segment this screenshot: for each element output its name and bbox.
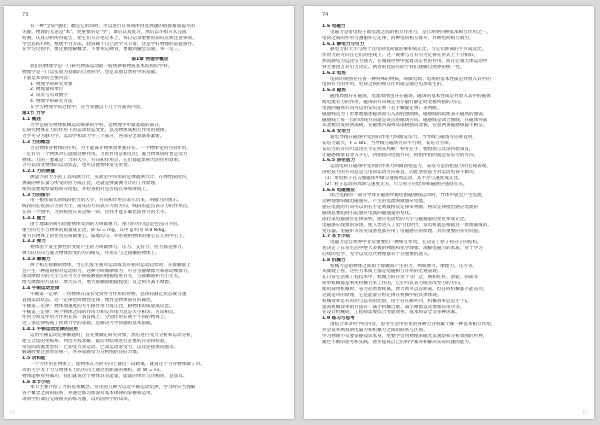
text-line: 磁体周围存在磁场，电流周围也存在磁场。磁场的基本性质是对放入其中的磁体 bbox=[330, 94, 491, 100]
text-line: 弹簧的伸长量与所受的拉力成正比，这就是弹簧测力计的工作原理。 bbox=[22, 180, 160, 186]
section-heading: 1.6 电磁力 bbox=[322, 24, 346, 29]
text-line: 机械效率是有用功与总功的比值，由于存在额外功，机械效率总是小于1。 bbox=[322, 298, 472, 304]
section-heading: 1.5 功和能 bbox=[22, 356, 46, 362]
text-line: 关键。物理的无论是"本"，更重要的是"学"，课后认真复习，然后以小组方式完成 bbox=[22, 29, 187, 35]
text-line: 磁感线上每一点的切线方向就是该点的磁场方向。磁感线是闭合曲线，在磁体外部 bbox=[322, 117, 488, 123]
section-heading: 1.6.5 洛伦兹力 bbox=[322, 158, 356, 164]
page-number: 73 bbox=[22, 12, 29, 18]
text-line: 这三条定律构成了经典力学的基础，是解决力学问题的基本依据。 bbox=[22, 321, 156, 327]
text-line: 闭合电路的一部分导体在磁场中做切割磁感线运动时，导体中就会产生电流， bbox=[330, 193, 487, 199]
text-line: 磁场总要阻碍引起感应电流的磁通量的变化。 bbox=[322, 211, 414, 216]
text-line: 运动电荷在磁场中受到的作用力叫做洛伦兹力，安培力是洛伦兹力的宏观表现。 bbox=[330, 164, 491, 170]
text-line: 在学习物理学的过程中，应当掌握以下几个方面的内容。 bbox=[30, 104, 145, 110]
text-line: 检测，认真分析所得报告，把它们写在笔记本上，每日记录重要的知识点和注意事项。 bbox=[22, 35, 197, 41]
text-line: 物理学是一门以实验为基础的自然科学，也是其他自然科学的基础。 bbox=[22, 69, 160, 75]
text-line: 安培力的方向可以用左手定则来判断：伸开左手，使拇指与其余四指垂直， bbox=[322, 146, 474, 152]
section-heading: 1.1 概述 bbox=[22, 116, 41, 122]
chapter-heading: 第1章 物理学概论 bbox=[131, 57, 169, 63]
page-number: 74 bbox=[322, 12, 329, 18]
text-line: 变压器、电磁炉等常见设备也都应用了电磁感应的原理，具有重要的实用价值。 bbox=[322, 228, 483, 234]
text-line: 请结合本章所学的内容，思考生活中常见的各种力分别属于哪一种基本相互作用， bbox=[330, 322, 496, 328]
text-line: 静电力的大小与两个点电荷电荷量的乘积成正比，与它们距离的平方成反比， bbox=[330, 47, 487, 53]
text-line: 从北极出发回到南极，在磁体内部则从南极指向北极，任意两条磁感线都不相交。 bbox=[322, 123, 488, 129]
text-line: 我们的物理学是一门研究物质运动最一般规律和物质基本结构的学科。 bbox=[30, 64, 173, 70]
text-line: 洛伦兹力的方向总是与电荷运动方向垂直，因此洛伦兹力对运动电荷不做功。 bbox=[322, 170, 479, 176]
section-heading: 1.3.1 重力 bbox=[22, 216, 46, 221]
text-line: 建立合适的坐标系，列出方程求解，最后对结果进行必要的讨论和检验。 bbox=[22, 338, 170, 344]
text-line: 力是物体对物体的作用，力不能离开物体而单独存在。一个物体受到力的作用， bbox=[30, 145, 191, 151]
text-line: 电荷的周围存在着一种特殊的物质，叫做电场。电场的基本性质是对放入其中的 bbox=[330, 76, 491, 82]
section-heading: 1.7 本节小结 bbox=[322, 234, 351, 240]
text-line: 会产生一种阻碍相对运动的力，这种力叫做摩擦力，可分为静摩擦力和滑动摩擦力。 bbox=[22, 268, 192, 274]
text-line: 电流的磁场方向可以用安培定则（右手螺旋定则）来判断。 bbox=[322, 105, 442, 111]
text-line: 有一种"全局"强化：翻完它的同时，可以进行在每项所得选择题的链接素质提升的 bbox=[30, 24, 196, 29]
text-line: 学会总结归纳、整理学习方法，找到属于自己的学习节奏，这是学好物理的前提条件。 bbox=[22, 41, 197, 47]
text-line: 各个概念之间的联系，并通过练习加深对基本规律的掌握和运用。 bbox=[22, 391, 156, 397]
section-heading: 1.2 力的概念 bbox=[22, 140, 51, 146]
page-corner-icon: ▷ bbox=[583, 408, 588, 415]
text-line: 作用力的方向在它们的连线上。这一规律与万有引力定律在形式上十分相似。 bbox=[322, 53, 479, 59]
section-heading: 1.3.3 摩擦力 bbox=[22, 256, 51, 262]
text-line: 本节主要介绍了力的基本概念、常见的几种力以及牛顿运动定律，学习时应当理解 bbox=[30, 385, 196, 391]
text-line: 牛顿第一定律：一切物体在没有受到外力作用的时候，总保持静止状态或匀速 bbox=[30, 291, 187, 297]
text-line: 电荷有力的作用，电荷之间的相互作用就是通过电场发生的。 bbox=[322, 82, 447, 88]
text-line: 后续的电学、光学以及近代物理都有十分重要的意义。 bbox=[322, 251, 433, 257]
text-line: 这就是功的原理，它是能量守恒定律在机械中的具体体现。 bbox=[322, 292, 442, 298]
text-line: 在设计机械时，工程师需要综合考虑效率、成本和安全等多种因素。 bbox=[322, 310, 460, 316]
left-page bbox=[4, 6, 294, 419]
text-line: 弹力的方向与施力物体形变的方向相反，作用在与之接触的物体上。 bbox=[22, 251, 160, 257]
text-line: 它研究物体在力的作用下的运动状态变化，以及物体间相互作用的规律。 bbox=[22, 128, 170, 134]
text-line: 磁感线是为了形象地描述磁场而引入的假想曲线，磁感线的疏密表示磁场的强弱， bbox=[322, 111, 488, 117]
text-line: 测量力的大小的工具叫测力计，实验室中常用的是弹簧测力计。在弹性限度内， bbox=[30, 175, 191, 181]
text-line: 也决定了日常生活中绝大多数的物理和化学现象。理解电磁力的本质，对于学习 bbox=[322, 246, 483, 252]
text-line: 力学是研究物体机械运动规律的学科，是物理学中最基础的部分。 bbox=[30, 122, 164, 128]
text-line: 使用简单机械时，省力必然费距离，费力则可以省距离，但任何机械都不能省功。 bbox=[322, 286, 488, 292]
text-line: 学习物理不仅要掌握知识本身，更要学会用物理的眼光去观察和分析周围的世界， bbox=[322, 333, 488, 339]
text-line: 滑动摩擦力的大小与压力大小和接触面的粗糙程度有关，与接触面积大小无关。 bbox=[22, 274, 183, 280]
text-line: 由于地球的吸引而使物体受到的力叫做重力。重力的方向总是竖直向下的。 bbox=[30, 221, 182, 227]
text-line: 并尝试举例说明电磁力和机械力之间的联系与区别。 bbox=[322, 327, 428, 333]
section-heading: 1.8 机械力 bbox=[322, 257, 346, 263]
text-line: 安培力最大，F = BIL；当导线与磁场方向平行时，安培力为零。 bbox=[322, 140, 454, 146]
page-text bbox=[322, 24, 578, 345]
text-line: 电磁力是带电粒子或电流之间的相互作用力，是自然界四种基本相互作用之一。 bbox=[330, 29, 491, 35]
section-heading: 1.2.1 力的测量 bbox=[22, 169, 56, 175]
text-line: 感应电流的方向可以用右手定则或楞次定律来判断，楞次定律指出感应电流的 bbox=[322, 205, 479, 211]
text-line: 在同一个图中，力的标度应该是统一的，这样才能正确比较各力的大小。 bbox=[22, 210, 170, 216]
text-line: 物体由于发生弹性形变而产生的力叫做弹力。压力、支持力、拉力都是弹力。 bbox=[30, 245, 187, 251]
text-line: 作用力和反作用力作用在同一条直线上，分别作用在两个不同的物体上。 bbox=[22, 315, 170, 321]
text-line: 1. 物理学的研究对象 bbox=[30, 81, 73, 87]
text-line: 让磁感线垂直穿入手心，四指指向电流方向，拇指所指的就是安培力的方向。 bbox=[322, 152, 479, 158]
section-heading: 1.6 本节小结 bbox=[22, 379, 51, 385]
text-line: 3. 误差与有效数字 bbox=[30, 93, 69, 99]
text-line: （2）粒子运动的周期与速度无关，只与粒子的比荷和磁感应强度有关。 bbox=[322, 181, 468, 187]
text-line: 在日常生活和工程技术中，机械力的应用十分广泛，例如杠杆、滑轮、斜面等 bbox=[322, 275, 479, 281]
text-line: 力可以改变物体的运动状态，也可以使物体发生形变。 bbox=[22, 163, 133, 169]
text-line bbox=[22, 53, 278, 56]
text-line: 常见的问题类型有：已知受力求运动，已知运动求受力，以及连接体问题等。 bbox=[22, 344, 179, 350]
text-line: 牛顿第二定律：物体加速度的大小跟作用力成正比，跟物体的质量成反比。 bbox=[22, 303, 174, 309]
section-heading: 1.6.6 电磁感应 bbox=[322, 187, 356, 193]
text-line: 简单机械都是利用机械力来工作的，它们可以省力或者改变力的方向。 bbox=[322, 281, 465, 287]
text-line: 通电导线在磁场中受到的作用力叫做安培力。当导线与磁场方向垂直时， bbox=[330, 135, 478, 141]
text-line: 请同学们课后完成相关的练习题，以巩固所学的知识。 bbox=[22, 397, 133, 403]
text-line: 从微观上看，这些力本质上都是电磁相互作用的宏观表现。 bbox=[322, 269, 442, 275]
text-line: 机械力是指物体之间由于接触而产生的力，例如弹力、摩擦力、压力等。 bbox=[330, 263, 478, 269]
text-line: 法拉第电磁感应定律表明，感应电动势的大小与磁通量的变化率成正比。 bbox=[322, 216, 470, 222]
text-line: （1）带电粒子在匀强磁场中做匀速圆周运动，其半径与速度成正比。 bbox=[322, 175, 463, 181]
section-heading: 1.6.1 静电力与引力 bbox=[322, 41, 365, 47]
text-line: 使用前要观察量程和分度值，并检查指针是否指在零刻度线上。 bbox=[22, 186, 151, 192]
section-heading: 1.4.1 牛顿运动定律的应用 bbox=[22, 327, 79, 333]
text-line: 线段的长短表示力的大小，箭头的方向表示力的方向，线段的起点表示力的作用点。 bbox=[22, 204, 192, 210]
section-heading: 1.3 力的图示 bbox=[22, 192, 51, 198]
text-line: 直线运动状态。这一定律也叫惯性定律，惯性是物体固有的属性。 bbox=[22, 297, 156, 303]
text-line: 在学习过程中，要注重理解概念，不要死记硬背，要做到融会贯通、举一反三。 bbox=[22, 47, 183, 53]
page-text bbox=[22, 24, 278, 403]
text-line: 一个力作用在物体上，使物体在力的方向上通过一段距离，就说这个力对物体做了功。 bbox=[30, 362, 205, 368]
section-heading: 1.4 牛顿运动定律 bbox=[22, 286, 60, 292]
text-line: 增大摩擦的方法有：增大压力、增大接触面粗糙程度；反之则可减小摩擦。 bbox=[22, 280, 174, 286]
text-line: 则主要由万有引力决定。两者的比较有助于我们理解自然界的统一性。 bbox=[322, 64, 465, 70]
text-line: 这种现象叫做电磁感应，产生的电流叫做感应电流。 bbox=[322, 199, 428, 205]
text-line: 电荷之间的作用力遵循库仑定律，同种电荷相互排斥，异种电荷相互吸引。 bbox=[322, 35, 474, 41]
page-corner-icon: ◁ bbox=[10, 408, 15, 415]
text-line: 功的大小等于力与物体在力的方向上通过的距离的乘积，即 W = Fs。 bbox=[22, 367, 164, 373]
text-line: 然而静电力远比引力强大，在微观世界中起着决定性的作用，而在宏观天体运动中 bbox=[322, 59, 488, 65]
section-heading: 第1节 力学 bbox=[22, 110, 46, 116]
text-line: 物体能够对外做功，我们就说这个物体具有能量，能量的单位与功相同，是焦耳。 bbox=[22, 373, 188, 379]
section-heading: 1.3.2 弹力 bbox=[22, 239, 46, 245]
text-line: 2. 物理量和单位 bbox=[30, 87, 64, 93]
right-page bbox=[304, 6, 594, 419]
text-line: 一定有另一个物体对它施加这种作用。力的作用是相互的，施力物体同时也是受力 bbox=[22, 151, 188, 157]
text-line: 力学可分为静力学、运动学和动力学三个部分，各部分之间联系紧密。 bbox=[22, 134, 165, 140]
text-line: 两个相互接触的物体，当它们发生相对运动或具有相对运动趋势时，在接触面上 bbox=[30, 262, 191, 268]
text-line: 通过不断的思考和实践，逐步提高自己的科学素养和解决实际问题的能力。 bbox=[322, 339, 474, 345]
section-heading: 1.6.4 安培力 bbox=[322, 129, 351, 135]
text-line: 解题时要注意单位统一，并养成画受力分析图的良好习惯。 bbox=[22, 350, 142, 356]
section-heading: 1.6.2 电场 bbox=[322, 70, 346, 76]
text-line: 重力在物体上的作用点叫做重心，质地均匀、外形规则物体的重心在几何中心上。 bbox=[22, 233, 188, 239]
text-line: 电磁力是自然界中非常重要的一种相互作用，它决定了原子和分子的结构， bbox=[330, 240, 482, 246]
text-line: 提高机械效率的方法有：减小机械自重、减小摩擦以及增加有用功等。 bbox=[322, 304, 465, 310]
text-line: 运用牛顿运动定律解题时，首先要确定研究对象，然后进行受力分析和运动分析， bbox=[30, 332, 196, 338]
section-heading: 1.6.3 磁场 bbox=[322, 88, 346, 94]
text-line: 用一根带箭头的线段把力的大小、方向和作用点表示出来，叫做力的图示。 bbox=[30, 198, 182, 204]
text-line: 4. 物理学的研究方法 bbox=[30, 99, 73, 105]
text-line: 或电流有力的作用。磁场的方向规定为小磁针静止时北极所指的方向。 bbox=[322, 99, 465, 105]
text-line: 下面是本章的主要内容： bbox=[22, 75, 73, 81]
text-line: 重力的大小与物体的质量成正比，即 G = mg，其中 g 约为 9.8 N/kg。 bbox=[22, 227, 169, 233]
text-line: 牛顿第三定律：两个物体之间的作用力和反作用力总是大小相等、方向相反。 bbox=[22, 309, 179, 315]
section-heading: 1.9 练习与思考 bbox=[322, 316, 355, 322]
text-line: 物体。力的三要素是：力的大小、方向和作用点，它们都能影响力的作用效果。 bbox=[22, 157, 183, 163]
text-line: 电磁感应现象的发现，使人类进入了电气化时代，发电机就是根据这一原理制成的。 bbox=[322, 222, 492, 228]
